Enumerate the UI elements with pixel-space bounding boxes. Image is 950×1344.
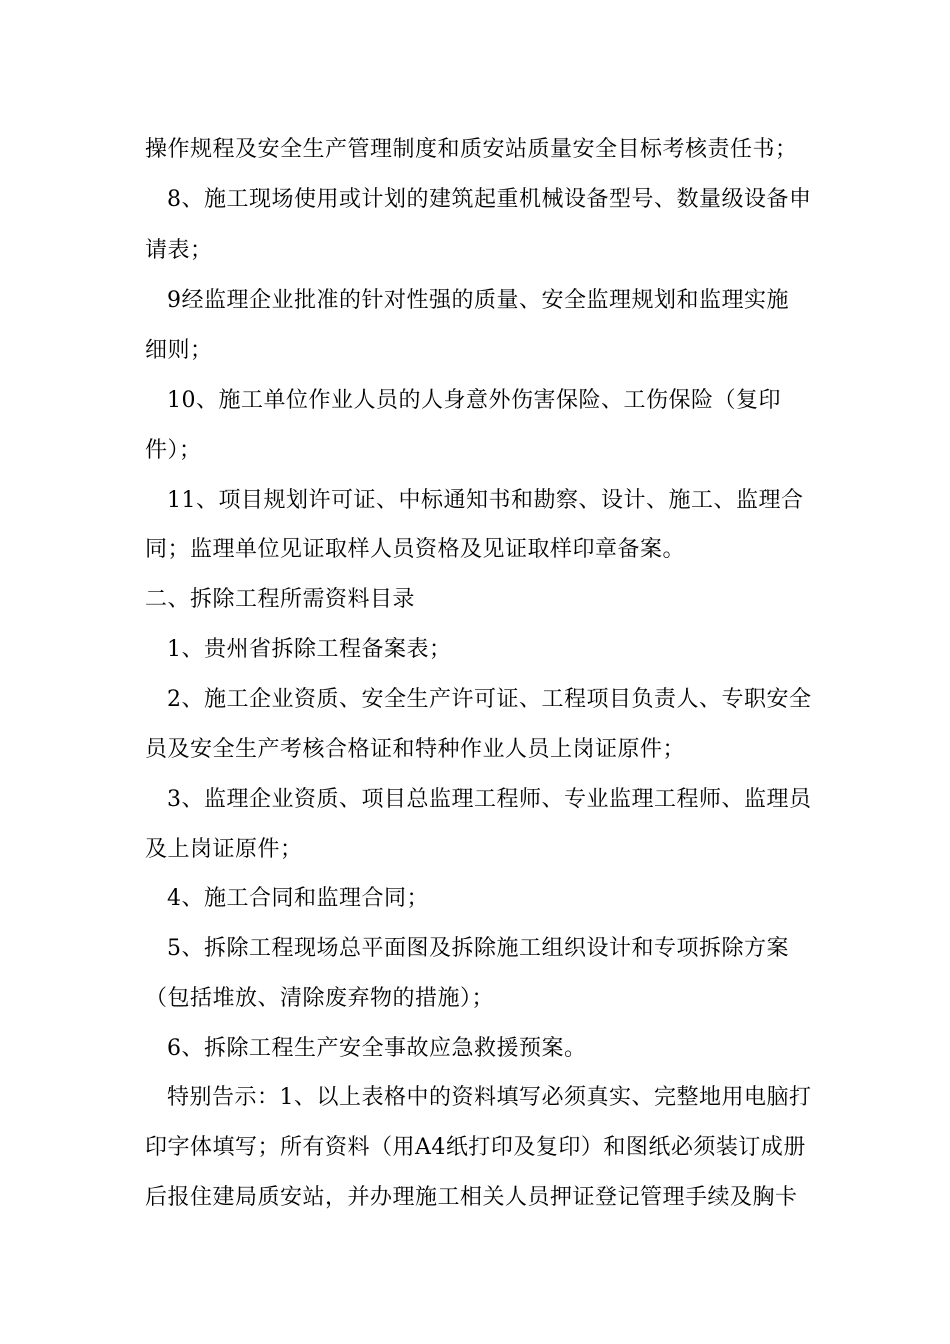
section-heading: 二、拆除工程所需资料目录	[145, 587, 416, 612]
text-line: 及上岗证原件；	[145, 837, 303, 862]
text-line: 1、贵州省拆除工程备案表；	[167, 637, 452, 662]
text-line: 10、施工单位作业人员的人身意外伤害保险、工伤保险（复印	[167, 388, 781, 413]
text-line: 操作规程及安全生产管理制度和质安站质量安全目标考核责任书；	[145, 137, 798, 162]
text-line: 2、施工企业资质、安全生产许可证、工程项目负责人、专职安全	[167, 687, 812, 712]
text-line: 3、监理企业资质、项目总监理工程师、专业监理工程师、监理员	[167, 787, 812, 812]
text-line: 8、施工现场使用或计划的建筑起重机械设备型号、数量级设备申	[167, 187, 812, 212]
text-line: 9经监理企业批准的针对性强的质量、安全监理规划和监理实施	[167, 288, 789, 313]
text-line: 11、项目规划许可证、中标通知书和勘察、设计、施工、监理合	[167, 488, 804, 513]
text-line: 件）；	[145, 438, 202, 463]
text-line: 5、拆除工程现场总平面图及拆除施工组织设计和专项拆除方案	[167, 936, 789, 961]
text-line: 请表；	[145, 238, 213, 263]
text-line: （包括堆放、清除废弃物的措施）；	[145, 986, 495, 1011]
text-line: 细则；	[145, 338, 213, 363]
text-line: 同；监理单位见证取样人员资格及见证取样印章备案。	[145, 537, 686, 562]
text-line: 4、施工合同和监理合同；	[167, 886, 429, 911]
notice-text-line: 特别告示：1、以上表格中的资料填写必须真实、完整地用电脑打	[167, 1085, 812, 1110]
text-line: 员及安全生产考核合格证和特种作业人员上岗证原件；	[145, 737, 686, 762]
notice-text-line: 后报住建局质安站，并办理施工相关人员押证登记管理手续及胸卡	[145, 1185, 798, 1210]
text-line: 6、拆除工程生产安全事故应急救援预案。	[167, 1036, 587, 1061]
notice-text-line: 印字体填写；所有资料（用A4纸打印及复印）和图纸必须装订成册	[145, 1135, 806, 1160]
